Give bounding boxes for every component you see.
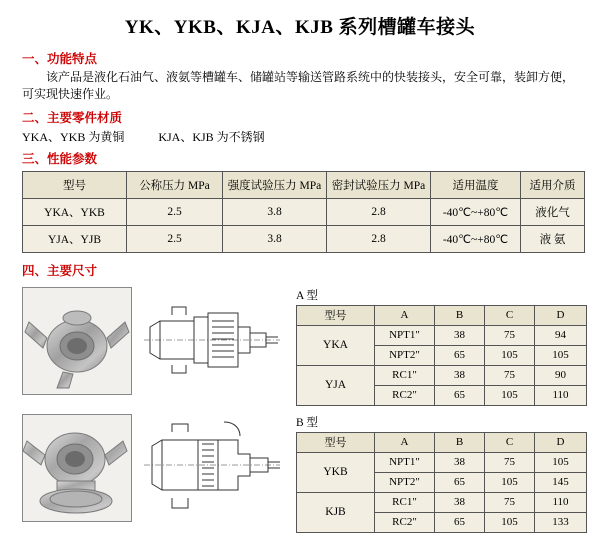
cell-nominal-pressure: 2.5 — [127, 198, 223, 225]
col-header-c: C — [485, 432, 535, 452]
cell-a: RC2" — [375, 512, 435, 532]
photo-b-graphic — [23, 415, 131, 521]
col-header-seal-pressure: 密封试验压力 MPa — [327, 171, 431, 198]
cell-b: 38 — [435, 365, 485, 385]
table-header-row — [23, 171, 585, 198]
cell-c: 75 — [485, 492, 535, 512]
dimension-row-b — [8, 414, 592, 533]
cell-b: 38 — [435, 325, 485, 345]
cell-a: NPT2" — [375, 345, 435, 365]
coupling-drawing-b — [142, 414, 282, 520]
col-header-b: B — [435, 432, 485, 452]
cell-strength-pressure: 3.8 — [223, 225, 327, 252]
material-line — [22, 128, 592, 145]
cell-c: 105 — [485, 512, 535, 532]
table-row — [23, 198, 585, 225]
col-header-b: B — [435, 305, 485, 325]
cell-d: 110 — [535, 492, 587, 512]
cell-model: YKA — [297, 325, 375, 365]
page-title: YK、YKB、KJA、KJB 系列槽罐车接头 — [124, 17, 476, 38]
cell-c: 105 — [485, 385, 535, 405]
performance-table — [22, 171, 585, 253]
cell-b: 65 — [435, 472, 485, 492]
photo-a-graphic — [23, 288, 131, 394]
dimension-table-b-wrap — [296, 414, 592, 533]
table-row — [297, 325, 587, 345]
cell-model: YKB — [297, 452, 375, 492]
col-header-a: A — [375, 305, 435, 325]
cell-strength-pressure: 3.8 — [223, 198, 327, 225]
col-header-model: 型号 — [23, 171, 127, 198]
table-header-row — [297, 305, 587, 325]
cell-temperature: -40℃~+80℃ — [431, 198, 521, 225]
col-header-model: 型号 — [297, 432, 375, 452]
dimension-table-a-wrap — [296, 287, 592, 406]
type-label-b: B 型 — [296, 416, 319, 429]
cell-medium: 液 氨 — [521, 225, 585, 252]
cell-d: 145 — [535, 472, 587, 492]
cell-model: YJA、YJB — [23, 225, 127, 252]
dimension-table-b — [296, 432, 587, 533]
cell-a: NPT2" — [375, 472, 435, 492]
cell-b: 38 — [435, 452, 485, 472]
col-header-c: C — [485, 305, 535, 325]
table-row — [23, 225, 585, 252]
cell-c: 105 — [485, 472, 535, 492]
table-header-row — [297, 432, 587, 452]
material-left: YKA、YKB 为黄铜 — [22, 129, 125, 144]
cell-b: 65 — [435, 345, 485, 365]
drawing-a-graphic — [142, 287, 282, 393]
table-row — [297, 492, 587, 512]
drawing-b-graphic — [142, 414, 282, 520]
cell-c: 105 — [485, 345, 535, 365]
section-heading-material: 二、主要零件材质 — [22, 110, 123, 125]
cell-d: 90 — [535, 365, 587, 385]
col-header-d: D — [535, 305, 587, 325]
cell-model: YJA — [297, 365, 375, 405]
cell-a: RC1" — [375, 365, 435, 385]
table-row — [297, 365, 587, 385]
material-right: KJA、KJB 为不锈钢 — [158, 129, 265, 144]
col-header-strength-pressure: 强度试验压力 MPa — [223, 171, 327, 198]
dimensions-area — [8, 287, 592, 533]
cell-seal-pressure: 2.8 — [327, 198, 431, 225]
cell-b: 38 — [435, 492, 485, 512]
section-heading-dimensions: 四、主要尺寸 — [22, 263, 98, 278]
features-paragraph: 该产品是液化石油气、液氨等槽罐车、储罐站等输送管路系统中的快装接头，安全可靠，装卸方便，可实现快速作业。 — [22, 70, 575, 102]
cell-d: 110 — [535, 385, 587, 405]
dimension-table-a — [296, 305, 587, 406]
cell-a: NPT1" — [375, 325, 435, 345]
cell-d: 105 — [535, 345, 587, 365]
dimension-row-a — [8, 287, 592, 406]
cell-seal-pressure: 2.8 — [327, 225, 431, 252]
section-heading-performance: 三、性能参数 — [22, 151, 98, 166]
cell-a: NPT1" — [375, 452, 435, 472]
cell-temperature: -40℃~+80℃ — [431, 225, 521, 252]
cell-b: 65 — [435, 385, 485, 405]
cell-c: 75 — [485, 325, 535, 345]
col-header-model: 型号 — [297, 305, 375, 325]
section-heading-features: 一、功能特点 — [22, 52, 98, 66]
coupling-drawing-a — [142, 287, 282, 393]
cell-a: RC1" — [375, 492, 435, 512]
cell-d: 105 — [535, 452, 587, 472]
cell-a: RC2" — [375, 385, 435, 405]
cell-model: KJB — [297, 492, 375, 532]
cell-d: 133 — [535, 512, 587, 532]
cell-c: 75 — [485, 452, 535, 472]
col-header-a: A — [375, 432, 435, 452]
coupling-photo-a — [22, 287, 132, 395]
type-label-a: A 型 — [296, 289, 319, 302]
cell-c: 75 — [485, 365, 535, 385]
col-header-medium: 适用介质 — [521, 171, 585, 198]
col-header-temperature: 适用温度 — [431, 171, 521, 198]
cell-medium: 液化气 — [521, 198, 585, 225]
cell-d: 94 — [535, 325, 587, 345]
table-row — [297, 452, 587, 472]
cell-b: 65 — [435, 512, 485, 532]
coupling-photo-b — [22, 414, 132, 522]
col-header-nominal-pressure: 公称压力 MPa — [127, 171, 223, 198]
col-header-d: D — [535, 432, 587, 452]
cell-model: YKA、YKB — [23, 198, 127, 225]
cell-nominal-pressure: 2.5 — [127, 225, 223, 252]
